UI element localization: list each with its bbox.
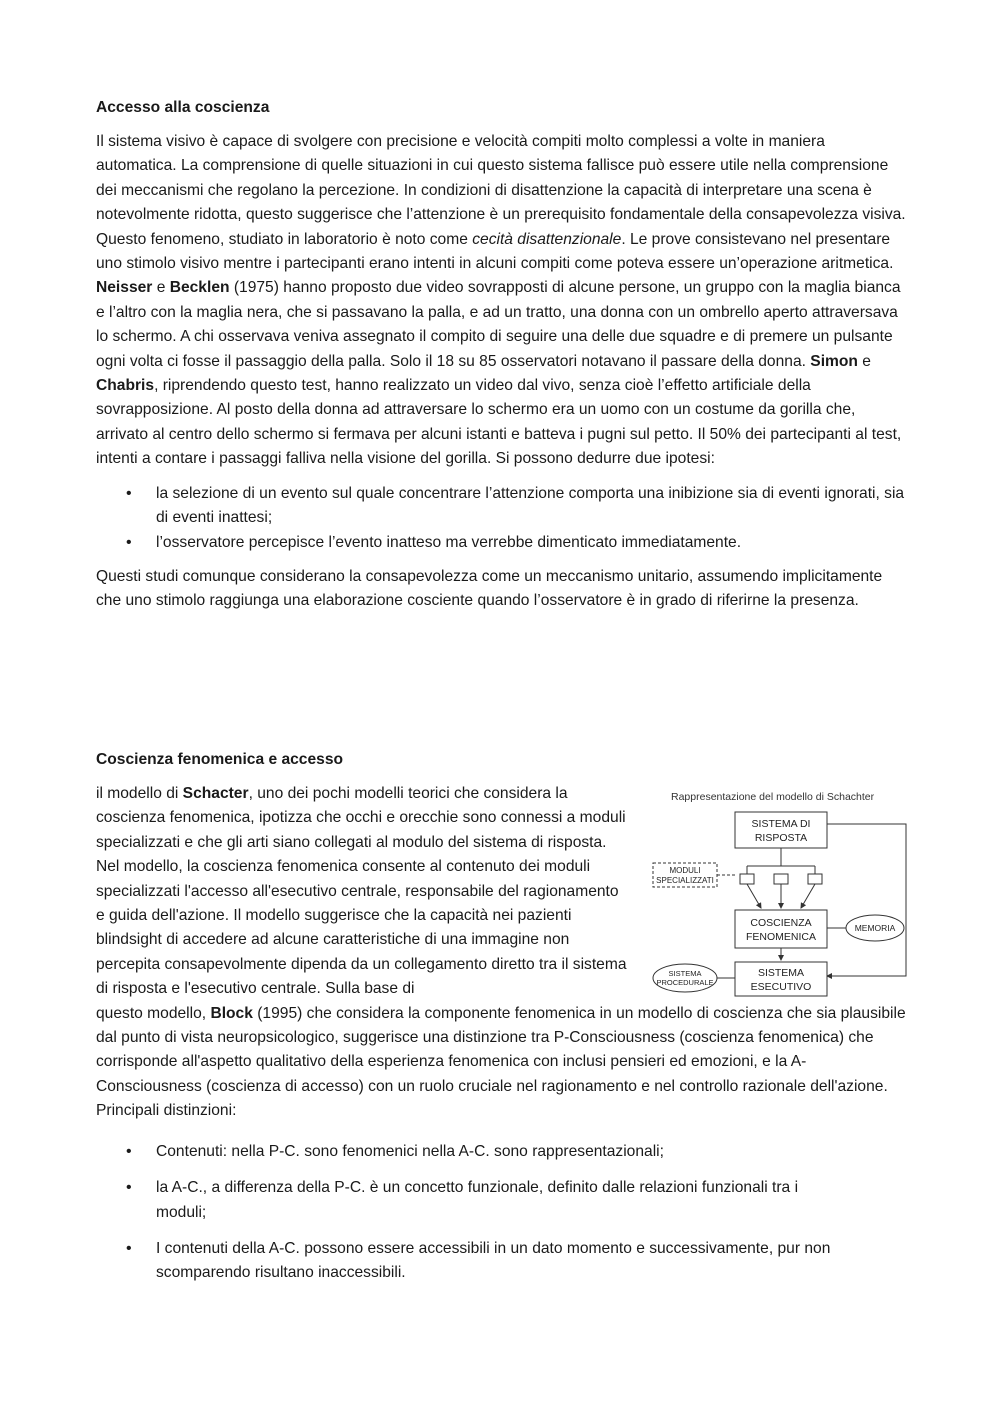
text-run: il modello di <box>96 785 183 802</box>
sistema-risposta-label-2: RISPOSTA <box>754 832 808 844</box>
bullet-list <box>96 482 906 555</box>
moduli-label-1: MODULI <box>669 866 701 875</box>
body-paragraph <box>96 130 906 472</box>
text-run: (1975) hanno proposto due video sovrapposti di alcune persone, un gruppo con la maglia bianca e l’altro con la maglia nera, che si passavano la palla, e ad un tratto, una donna con un ombrello aperto attraversava lo schermo. A chi osservava veniva assegnato il compito di seguire una delle due squadre e di premere un pulsante ogni volta ci fosse il passaggio della palla. Solo il 18 su 85 osservatori notavano il passare della donna. <box>96 279 901 370</box>
figure-caption: Rappresentazione del modello di Schachter <box>671 791 875 803</box>
text-run: e <box>857 352 871 370</box>
section-heading: Coscienza fenomenica e accesso <box>96 751 344 768</box>
section-heading: Accesso alla coscienza <box>96 99 270 116</box>
esecutivo-label-1: SISTEMA <box>757 967 805 979</box>
moduli-label-2: SPECIALIZZATI <box>656 876 714 885</box>
list-item: • I contenuti della A-C. possono essere accessibili in un dato momento e successivamente, pur non scomparendo risultano inaccessibili. <box>96 1237 906 1286</box>
schachter-diagram <box>651 810 911 1000</box>
body-paragraph-wrapped <box>96 782 631 1002</box>
procedurale-label-1: SISTEMA <box>668 969 702 978</box>
procedurale-label-2: PROCEDURALE <box>656 978 714 987</box>
text-run: , riprendendo questo test, hanno realizzato un video dal vivo, senza cioè l’effetto artificiale della sovrapposizione. Al posto della donna ad attraversare lo schermo era un uomo con un costume da gorilla che, arrivato al centro dello schermo si fermava per alcuni istanti e batteva i pugni sul petto. Il 50% dei partecipanti al test, intenti a contare i passaggi falliva nella visione del gorilla. Si possono dedurre due ipotesi: <box>96 377 902 468</box>
bullet-list <box>96 1140 906 1286</box>
section-accesso <box>96 96 906 614</box>
text-run: e <box>152 279 170 297</box>
coscienza-label-1: COSCIENZA <box>750 917 812 929</box>
sistema-risposta-label-1: SISTEMA DI <box>751 818 811 830</box>
text-run: Il sistema visivo è capace di svolgere con precisione e velocità compiti molto complessi a volte in maniera automatica. La comprensione di quelle situazioni in cui questo sistema fallisce può essere utile nella comprensione dei meccanismi che regolano la percezione. In condizioni di disattenzione la capacità di interpretare una scena è notevolmente ridotta, questo suggerisce che l’attenzione è un prerequisito fondamentale della consapevolezza visiva. Questo fenomeno, studiato in laboratorio è noto come <box>96 133 906 248</box>
author-name: Schacter <box>182 785 249 802</box>
text-run: , uno dei pochi modelli teorici che considera la coscienza fenomenica, ipotizza che occhi e orecchie sono connessi a moduli specializzati e che gli arti siano collegati al modulo del sistema di risposta. Nel modello, la coscienza fenomenica consente al contenuto dei moduli specializzati l'accesso all'esecutivo centrale, responsabile del ragionamento e guida dell'azione. Il modello suggerisce che la capacità nei pazienti blindsight di accedere ad alcune caratteristiche di una immagine non percepita consapevolmente dipenda da un collegamento diretto tra il sistema di risposta e l'esecutivo centrale. Sulla base di <box>96 785 627 998</box>
text-run: . Le prove consistevano nel presentare uno stimolo visivo mentre i partecipanti erano intenti in alcuni compiti come poteva essere un’operazione aritmetica. <box>96 230 894 273</box>
list-item: • la A-C., a differenza della P-C. è un concetto funzionale, definito dalle relazioni funzionali tra i moduli; <box>96 1176 906 1225</box>
list-item: • la selezione di un evento sul quale concentrare l’attenzione comporta una inibizione sia di eventi ignorati, sia di eventi inattesi; <box>96 482 906 531</box>
coscienza-label-2: FENOMENICA <box>745 931 817 943</box>
italic-term: cecità disattenzionale <box>472 230 622 248</box>
text-run: questo modello, <box>96 1004 211 1022</box>
arrow <box>801 884 815 908</box>
body-paragraph: Questi studi comunque considerano la consapevolezza come un meccanismo unitario, assumendo implicitamente che uno stimolo raggiunga una elaborazione cosciente quando l’osservatore è in grado di riferirne la presenza. <box>96 567 883 610</box>
module-box <box>774 874 788 884</box>
module-box <box>740 874 754 884</box>
arrow <box>747 884 761 908</box>
body-paragraph <box>96 1002 906 1124</box>
memoria-label: MEMORIA <box>854 923 896 933</box>
author-name: Becklen <box>169 279 230 297</box>
author-name: Block <box>210 1004 253 1022</box>
module-box <box>808 874 822 884</box>
esecutivo-label-2: ESECUTIVO <box>750 981 812 993</box>
text-run: (1995) che considera la componente fenomenica in un modello di coscienza che sia plausibile dal punto di vista neuropsicologico, suggerisce una distinzione tra P-Consciousness (coscienza fenomenica) che corrisponde all'aspetto qualitativo della esperienza fenomenica con inclusi pensieri ed emozioni, e la A-Consciousness (coscienza di accesso) con un ruolo cruciale nel ragionamento e nel controllo razionale dell'azione. Principali distinzioni: <box>96 1004 906 1120</box>
author-name: Neisser <box>96 279 153 297</box>
author-name: Chabris <box>96 377 155 395</box>
schachter-model-figure <box>651 790 911 1010</box>
section-coscienza-fenomenica <box>96 748 906 1298</box>
list-item: • l’osservatore percepisce l’evento inatteso ma verrebbe dimenticato immediatamente. <box>96 531 906 555</box>
author-name: Simon <box>810 352 858 370</box>
list-item: • Contenuti: nella P-C. sono fenomenici nella A-C. sono rappresentazionali; <box>96 1140 906 1164</box>
